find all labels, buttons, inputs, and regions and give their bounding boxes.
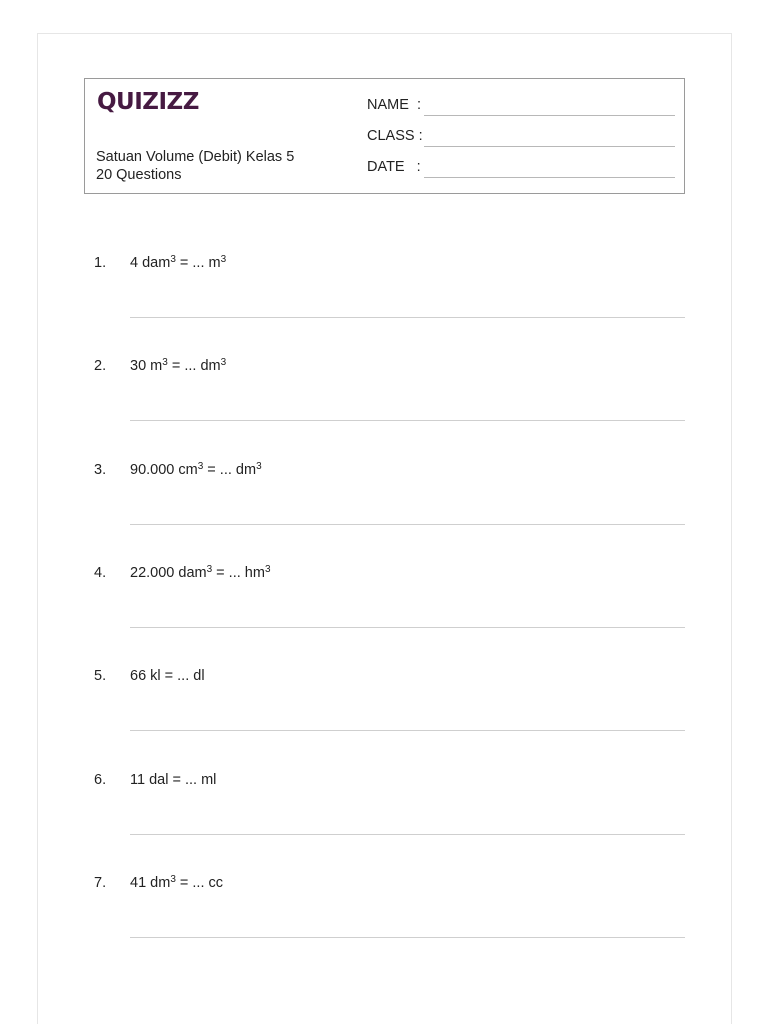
exponent: 3 bbox=[264, 564, 271, 575]
class-field[interactable] bbox=[367, 125, 673, 147]
answer-line[interactable] bbox=[130, 317, 685, 318]
question-item bbox=[94, 874, 685, 944]
quizizz-logo: QUIZIZZ bbox=[97, 89, 199, 115]
question-item bbox=[94, 667, 685, 737]
question-text-part: = ... cc bbox=[175, 875, 224, 891]
question-text-part: 30 m bbox=[130, 358, 163, 374]
answer-line[interactable] bbox=[130, 937, 685, 938]
date-field[interactable] bbox=[367, 156, 673, 178]
question-text bbox=[130, 667, 205, 685]
answer-line[interactable] bbox=[130, 627, 685, 628]
name-label: NAME : bbox=[367, 97, 421, 113]
question-count: 20 Questions bbox=[96, 167, 182, 183]
date-line[interactable] bbox=[424, 177, 675, 178]
quiz-title: Satuan Volume (Debit) Kelas 5 bbox=[96, 149, 295, 165]
question-text-part: 4 dam bbox=[130, 255, 171, 271]
question-text-part: = ... dm bbox=[167, 358, 221, 374]
name-field[interactable] bbox=[367, 94, 673, 116]
question-text-part: 90.000 cm bbox=[130, 462, 198, 478]
question-number: 5. bbox=[94, 668, 107, 684]
exponent: 3 bbox=[220, 357, 227, 368]
question-number: 4. bbox=[94, 565, 107, 581]
exponent: 3 bbox=[220, 254, 227, 265]
question-item bbox=[94, 771, 685, 841]
question-text-part: 11 dal = ... ml bbox=[130, 772, 217, 788]
question-number: 3. bbox=[94, 462, 107, 478]
exponent: 3 bbox=[162, 357, 168, 368]
worksheet-header bbox=[84, 78, 685, 194]
answer-line[interactable] bbox=[130, 420, 685, 421]
date-label: DATE : bbox=[367, 159, 421, 175]
question-item bbox=[94, 564, 685, 634]
question-text-part: 22.000 dam bbox=[130, 565, 207, 581]
question-item bbox=[94, 357, 685, 427]
class-line[interactable] bbox=[424, 146, 675, 147]
question-text-part: = ... dm bbox=[203, 462, 257, 478]
question-text bbox=[130, 254, 226, 272]
question-item bbox=[94, 254, 685, 324]
question-number: 1. bbox=[94, 255, 107, 271]
question-text-part: 66 kl = ... dl bbox=[130, 668, 205, 684]
answer-line[interactable] bbox=[130, 834, 685, 835]
exponent: 3 bbox=[256, 461, 262, 472]
class-label: CLASS : bbox=[367, 128, 423, 144]
answer-line[interactable] bbox=[130, 730, 685, 731]
question-text bbox=[130, 874, 223, 892]
question-number: 6. bbox=[94, 772, 107, 788]
question-text-part: = ... m bbox=[175, 255, 221, 271]
question-item bbox=[94, 461, 685, 531]
exponent: 3 bbox=[170, 874, 176, 885]
exponent: 3 bbox=[206, 564, 213, 575]
question-text-part: 41 dm bbox=[130, 875, 171, 891]
question-text bbox=[130, 357, 226, 375]
question-text bbox=[130, 564, 271, 582]
question-text bbox=[130, 461, 262, 479]
question-number: 7. bbox=[94, 875, 107, 891]
question-text bbox=[130, 771, 216, 789]
answer-line[interactable] bbox=[130, 524, 685, 525]
question-number: 2. bbox=[94, 358, 107, 374]
name-line[interactable] bbox=[424, 115, 675, 116]
question-text-part: = ... hm bbox=[212, 565, 265, 581]
exponent: 3 bbox=[197, 461, 204, 472]
exponent: 3 bbox=[170, 254, 176, 265]
